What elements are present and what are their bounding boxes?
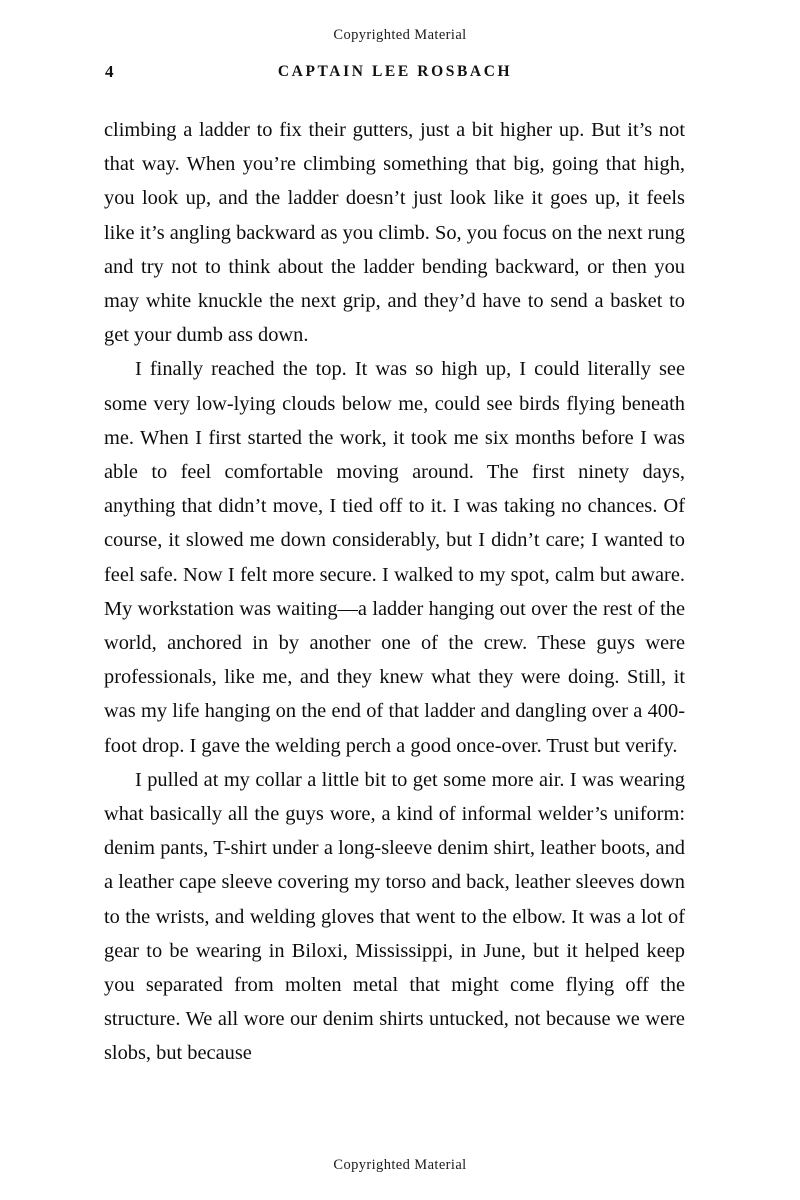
page-number: 4 (105, 62, 114, 81)
paragraph: I finally reached the top. It was so high up, I could literally see some very low-lying clouds below me, could see birds flying beneath me. When I first started the work, it took me six months before I was able to feel comfortable moving around. The first ninety days, anything that didn’t move, I tied off to it. I was taking no chances. Of course, it slowed me down considerably, but I didn’t care; I wanted to feel safe. Now I felt more secure. I walked to my spot, calm but aware. My workstation was waiting—a ladder hanging out over the rest of the world, anchored in by another one of the crew. These guys were professionals, like me, and they knew what they were doing. Still, it was my life hanging on the end of that ladder and dangling over a 400-foot drop. I gave the welding perch a good once-over. Trust but verify. (104, 358, 685, 757)
running-head (105, 62, 685, 84)
copyright-watermark-top: Copyrighted Material (333, 27, 467, 43)
paragraph: climbing a ladder to fix their gutters, just a bit higher up. But it’s not that way. When you’re climbing something that big, going that high, you look up, and the ladder doesn’t just look like it goes up, it feels like it’s angling backward as you climb. So, you focus on the next rung and try not to think about the ladder bending backward, or then you may white knuckle the next grip, and they’d have to send a basket to get your dumb ass down. (104, 119, 685, 347)
running-head-title: CAPTAIN LEE ROSBACH (277, 63, 513, 80)
body-text (104, 113, 685, 1071)
paragraph: I pulled at my collar a little bit to get some more air. I was wearing what basically all the guys wore, a kind of informal welder’s uniform: denim pants, T-shirt under a long-sleeve denim shirt, leather boots, and a leather cape sleeve covering my torso and back, leather sleeves down to the wrists, and welding gloves that went to the elbow. It was a lot of gear to be wearing in Biloxi, Mississippi, in June, but it helped keep you separated from molten metal that might come flying off the structure. We all wore our denim shirts untucked, not because we were slobs, but because (104, 768, 685, 1065)
copyright-watermark-bottom: Copyrighted Material (333, 1157, 467, 1173)
